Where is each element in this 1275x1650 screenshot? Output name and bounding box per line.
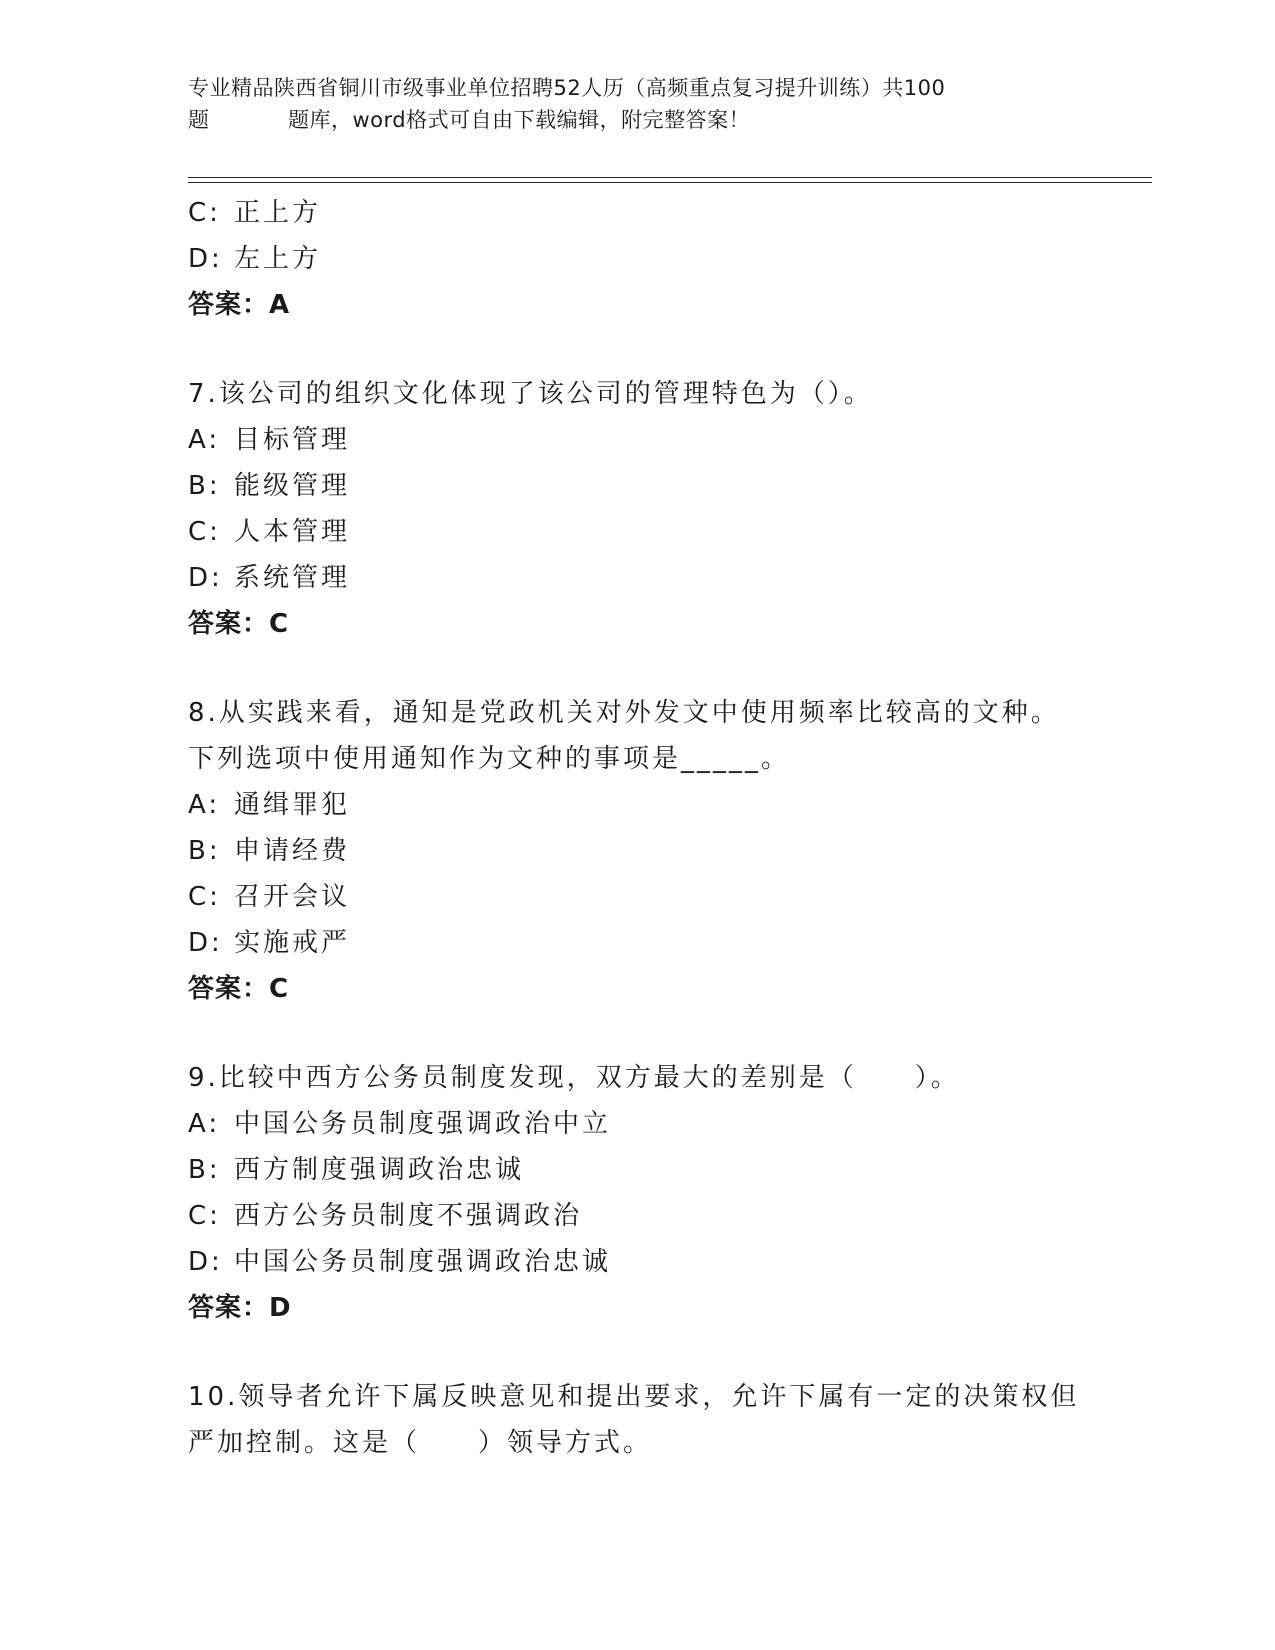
option-c [188,190,1108,236]
option-letter: D: [188,928,223,958]
answer-line: 答案：A [188,290,291,320]
header-title-line-1: 专业精品陕西省铜川市级事业单位招聘52人历（高频重点复习提升训练）共100 [188,76,946,100]
option-b [188,828,1108,874]
option-letter: B: [188,471,221,501]
question-9-text: 9.比较中西方公务员制度发现，双方最大的差别是（ ）。 [188,1063,960,1093]
option-letter: B: [188,836,221,866]
option-letter: C: [188,1201,221,1231]
option-c [188,509,1108,555]
option-text: 实施戒严 [234,928,351,958]
option-a [188,782,1108,828]
header-divider-bottom [188,182,1152,183]
option-a [188,1101,1108,1147]
option-letter: B: [188,1155,221,1185]
question-10-text-line-1: 10.领导者允许下属反映意见和提出要求，允许下属有一定的决策权但 [188,1382,1080,1412]
option-text: 通缉罪犯 [234,790,351,820]
option-letter: C: [188,882,221,912]
option-text: 目标管理 [234,425,351,455]
option-text: 人本管理 [234,517,351,547]
option-text: 申请经费 [234,836,351,866]
option-letter: A: [188,1109,221,1139]
option-b [188,463,1108,509]
option-letter: D: [188,563,223,593]
question-7-text: 7.该公司的组织文化体现了该公司的管理特色为（）。 [188,379,873,409]
header-divider-top [188,177,1152,178]
question-list [188,190,1108,1466]
header-title-line-2 [188,104,1118,136]
answer-line: 答案：C [188,974,290,1004]
option-letter: C: [188,517,221,547]
header-title-subtitle: 题库，word格式可自由下载编辑，附完整答案！ [288,108,751,132]
option-text: 中国公务员制度强调政治忠诚 [234,1247,612,1277]
header-title-fragment: 题 [188,108,210,132]
option-text: 西方公务员制度不强调政治 [234,1201,583,1231]
answer-line: 答案：D [188,1293,292,1323]
page-header [188,72,1118,136]
option-text: 召开会议 [234,882,351,912]
option-d [188,1239,1108,1285]
option-text: 西方制度强调政治忠诚 [234,1155,525,1185]
answer-line: 答案：C [188,609,290,639]
option-text: 正上方 [234,198,322,228]
option-text: 中国公务员制度强调政治中立 [234,1109,612,1139]
question-8-text-line-2: 下列选项中使用通知作为文种的事项是_____。 [188,744,791,774]
option-text: 系统管理 [234,563,351,593]
question-10-text-line-2: 严加控制。这是（ ）领导方式。 [188,1428,653,1458]
question-8-text-line-1: 8.从实践来看，通知是党政机关对外发文中使用频率比较高的文种。 [188,698,1060,728]
option-letter: A: [188,425,221,455]
option-text: 能级管理 [234,471,351,501]
option-d [188,555,1108,601]
option-text: 左上方 [234,244,322,274]
option-c [188,874,1108,920]
option-b [188,1147,1108,1193]
option-a [188,417,1108,463]
option-letter: A: [188,790,221,820]
option-c [188,1193,1108,1239]
option-letter: D: [188,1247,223,1277]
option-letter: D: [188,244,223,274]
option-d [188,920,1108,966]
option-d [188,236,1108,282]
option-letter: C: [188,198,221,228]
